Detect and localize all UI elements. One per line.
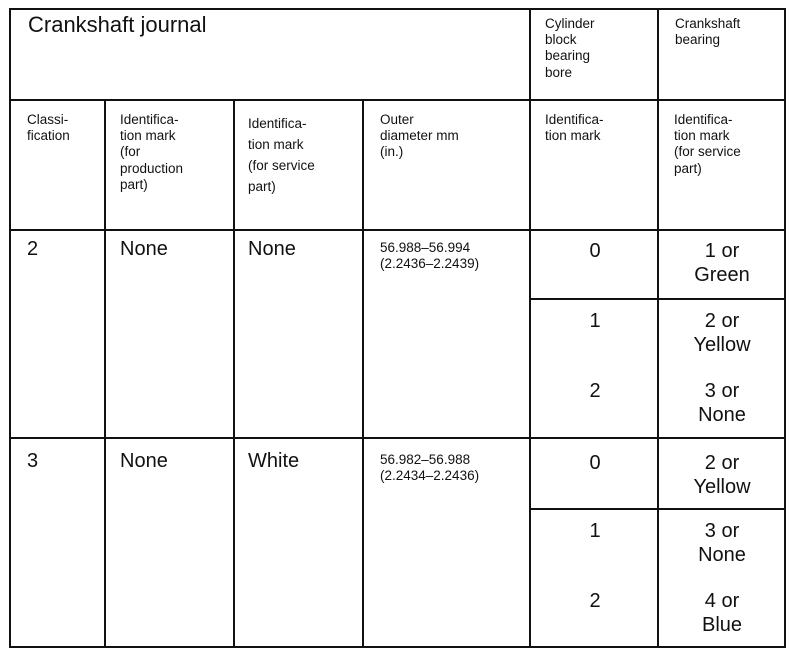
service-mark-header: Identifica- tion mark (for service part): [248, 116, 315, 194]
col-divider: [233, 99, 235, 648]
diameter-value: 56.982–56.988 (2.2434–2.2436): [380, 452, 480, 484]
col-divider: [657, 8, 659, 648]
classification-value: 3: [27, 450, 39, 472]
header-divider: [9, 99, 786, 101]
block-mark-value: 1: [589, 520, 601, 542]
table-border-top: [9, 8, 786, 10]
bearing-mark-value: 3 or None: [698, 380, 746, 426]
block-mark-value: 0: [589, 452, 601, 474]
classification-header: Classi- fication: [27, 112, 70, 144]
bearing-mark-value: 1 or Green: [694, 240, 750, 286]
classification-value: 2: [27, 238, 39, 260]
subheader-divider: [9, 229, 786, 231]
table-border-bottom: [9, 646, 786, 648]
service-mark-value: None: [248, 238, 296, 260]
bearing-mark-value: 4 or Blue: [701, 590, 743, 636]
service-mark-value: White: [248, 450, 300, 472]
group-divider: [9, 437, 786, 439]
production-mark-value: None: [120, 450, 168, 472]
block-mark-value: 2: [589, 590, 601, 612]
bearing-mark-header: Identifica- tion mark (for service part): [674, 112, 741, 176]
bearing-mark-value: 2 or Yellow: [693, 310, 751, 356]
block-mark-header: Identifica- tion mark: [545, 112, 604, 144]
block-mark-value: 0: [589, 240, 601, 262]
col-divider: [362, 99, 364, 648]
bearing-mark-value: 2 or Yellow: [693, 452, 751, 498]
diameter-value: 56.988–56.994 (2.2436–2.2439): [380, 240, 480, 272]
journal-header: Crankshaft journal: [28, 12, 207, 37]
col-divider: [529, 8, 531, 648]
bearing-mark-value: 3 or None: [698, 520, 746, 566]
outer-diameter-header: Outer diameter mm (in.): [380, 112, 459, 160]
block-bore-header: Cylinder block bearing bore: [545, 16, 595, 80]
table-border-left: [9, 8, 11, 648]
bearing-header: Crankshaft bearing: [675, 16, 741, 48]
col-divider: [104, 99, 106, 648]
production-mark-header: Identifica- tion mark (for production part): [120, 112, 184, 192]
block-mark-value: 2: [589, 380, 601, 402]
production-mark-value: None: [120, 238, 168, 260]
block-mark-value: 1: [589, 310, 601, 332]
table-border-right: [784, 8, 786, 648]
